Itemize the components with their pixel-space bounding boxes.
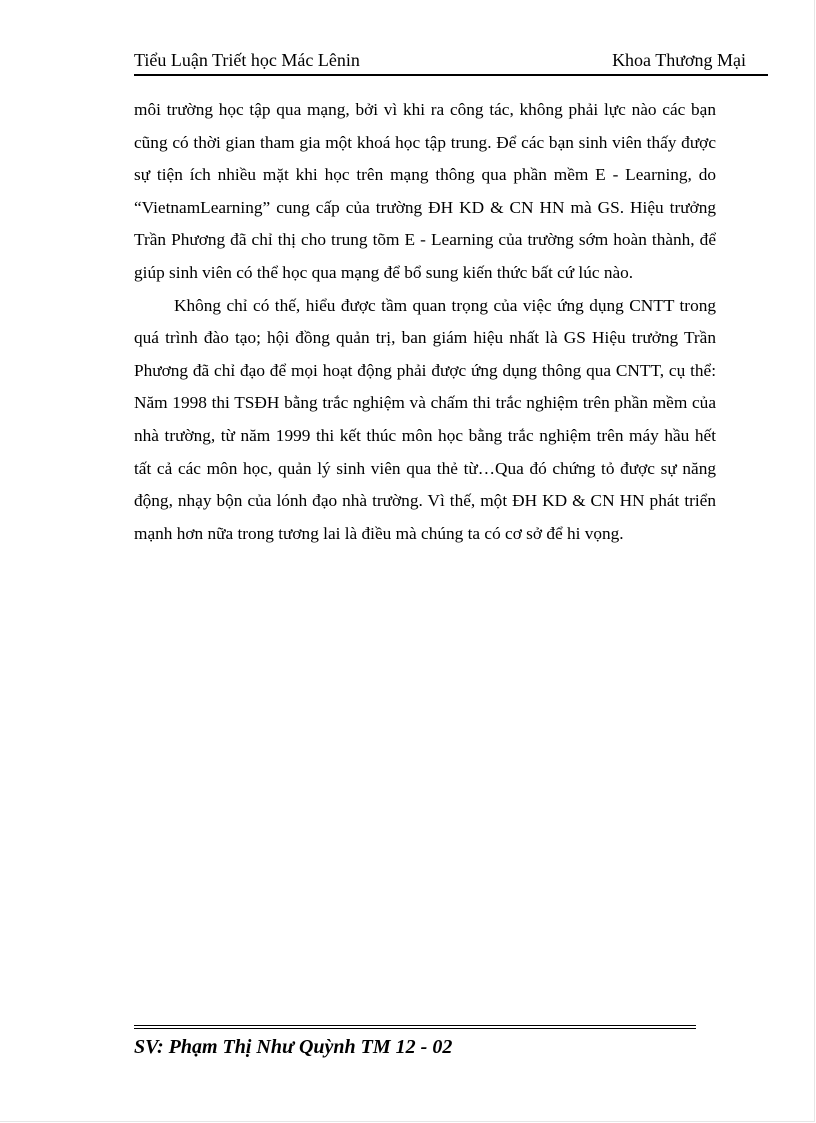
header-faculty: Khoa Thương Mại <box>612 50 746 70</box>
body-paragraph-2: Không chỉ có thế, hiểu được tầm quan trọng của việc ứng dụng CNTT trong quá trình đào tạo; hội đồng quản trị, ban giám hiệu nhất là GS Hiệu trưởng Trần Phương đã chỉ đạo để mọi hoạt động phải được ứng dụng thông qua CNTT, cụ thể: Năm 1998 thi TSĐH bằng trắc nghiệm và chấm thi trắc nghiệm trên phần mềm của nhà trường, từ năm 1999 thi kết thúc môn học bằng trắc nghiệm trên máy hầu hết tất cả các môn học, quản lý sinh viên qua thẻ từ…Qua đó chứng tỏ được sự năng động, nhạy bộn của lónh đạo nhà trường. Vì thế, một ĐH KD & CN HN phát triển mạnh hơn nữa trong tương lai là điều mà chúng ta có cơ sở để hi vọng. <box>134 295 716 543</box>
document-body <box>134 94 716 550</box>
header-course-title: Tiểu Luận Triết học Mác Lênin <box>134 50 360 70</box>
footer-double-rule <box>134 1025 696 1029</box>
body-paragraph-1: môi trường học tập qua mạng, bởi vì khi ra công tác, không phải lực nào các bạn cũng có thời gian tham gia một khoá học tập trung. Để các bạn sinh viên thấy được sự tiện ích nhiều mặt khi học trên mạng thông qua phần mềm E - Learning, do “VietnamLearning” cung cấp của trường ĐH KD & CN HN mà GS. Hiệu trưởng Trần Phương đã chỉ thị cho trung tõm E - Learning của trường sớm hoàn thành, để giúp sinh viên có thể học qua mạng để bổ sung kiến thức bất cứ lúc nào. <box>134 100 716 282</box>
page-header <box>134 48 768 76</box>
footer-student-name: SV: Phạm Thị Như Quỳnh TM 12 - 02 <box>134 1036 453 1058</box>
